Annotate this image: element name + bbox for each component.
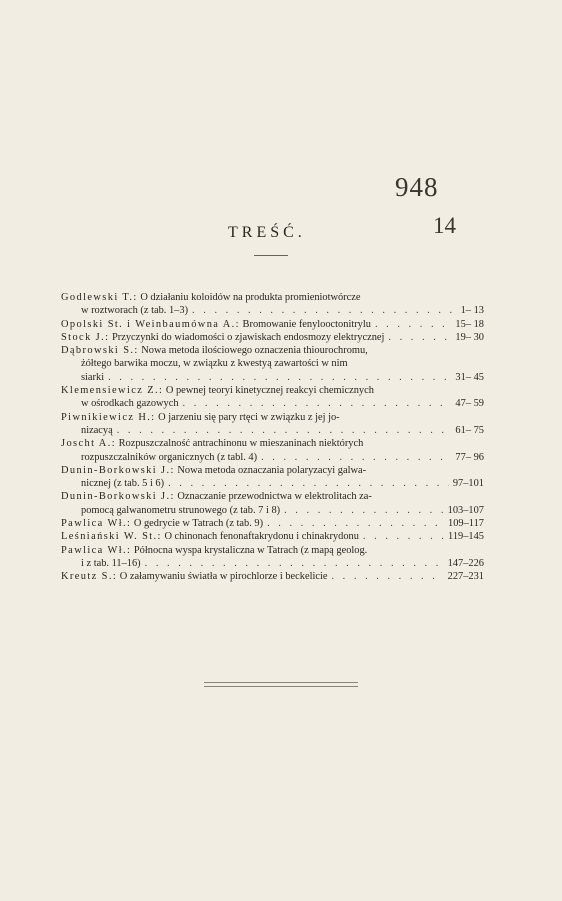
toc-entry <box>61 384 484 411</box>
toc-pages: 119–145 <box>448 531 484 543</box>
toc-title-text: Przyczynki do wiadomości o zjawiskach endosmozy elektrycznej <box>112 331 385 343</box>
toc-title-text: nicznej (z tab. 5 i 6) <box>81 478 165 490</box>
toc-entry <box>61 530 484 543</box>
leader-dots <box>192 304 457 317</box>
toc-pages: 19– 30 <box>455 331 484 343</box>
leader-dots <box>388 331 451 344</box>
toc-entry <box>61 411 484 438</box>
table-of-contents <box>61 291 484 584</box>
leader-dots <box>145 557 444 570</box>
toc-author: Pawlica Wł.: <box>61 518 132 530</box>
toc-entry <box>61 437 484 464</box>
toc-title-text: Oznaczanie przewodnictwa w elektrolitach za- <box>177 491 372 503</box>
toc-author: Dunin-Borkowski J.: <box>61 491 175 503</box>
leader-dots <box>331 570 443 583</box>
toc-entry <box>61 490 484 517</box>
toc-title-text: i z tab. 11–16) <box>81 557 141 569</box>
toc-entry <box>61 344 484 384</box>
toc-title-text: pomocą galwanometru strunowego (z tab. 7 i 8) <box>81 504 281 516</box>
leader-dots <box>108 371 451 384</box>
toc-author: Opolski St. i Weinbaumówna A.: <box>61 318 240 330</box>
toc-author: Godlewski T.: <box>61 292 138 303</box>
toc-title-text: O chinonach fenonaftakrydonu i chinakrydonu <box>164 531 359 543</box>
toc-author: Klemensiewicz Z.: <box>61 385 164 397</box>
toc-title-text: Rozpuszczalność antrachinonu w mieszaninach niektórych <box>118 438 364 450</box>
toc-title-text: rozpuszczalników organicznych (z tabl. 4) <box>81 451 258 463</box>
toc-title-text: żółtego barwika moczu, w związku z kwestyą zawartości w nim <box>81 358 348 370</box>
toc-title-text: Północna wyspa krystaliczna w Tatrach (z mapą geolog. <box>133 544 368 556</box>
toc-title-text: O załamywaniu światła w pirochlorze i beckelicie <box>119 571 328 583</box>
toc-author: Stock J.: <box>61 331 110 343</box>
footer-rule <box>204 682 358 687</box>
toc-title-text: Nowa metoda oznaczania polaryzacyi galwa- <box>177 464 367 476</box>
handwritten-mark: 14 <box>433 213 456 238</box>
toc-entry <box>61 517 484 530</box>
toc-title-text: O jarzeniu się pary rtęci w związku z jej jo- <box>158 411 340 423</box>
toc-pages: 103–107 <box>447 504 484 516</box>
toc-author: Piwnikiewicz H.: <box>61 411 156 423</box>
toc-title-text: siarki <box>81 371 105 383</box>
leader-dots <box>363 530 444 543</box>
toc-entry <box>61 318 484 331</box>
toc-pages: 61– 75 <box>455 424 484 436</box>
title-rule <box>254 255 288 256</box>
toc-pages: 147–226 <box>447 557 484 569</box>
toc-pages: 109–117 <box>448 518 484 530</box>
toc-title-text: Bromowanie fenylooctonitrylu <box>242 318 371 330</box>
toc-pages: 227–231 <box>447 571 484 583</box>
toc-title-text: nizacyą <box>81 424 113 436</box>
leader-dots <box>375 318 451 331</box>
toc-title-text: O pewnej teoryi kinetycznej reakcyi chemicznych <box>165 385 374 397</box>
toc-entry <box>61 291 484 318</box>
toc-pages: 1– 13 <box>460 305 484 317</box>
toc-entry <box>61 331 484 344</box>
toc-author: Pawlica Wł.: <box>61 544 132 556</box>
toc-pages: 15– 18 <box>455 318 484 330</box>
leader-dots <box>168 477 449 490</box>
toc-author: Kreutz S.: <box>61 571 118 583</box>
toc-title-text: w roztworach (z tab. 1–3) <box>81 305 189 317</box>
toc-entry <box>61 464 484 491</box>
toc-entry <box>61 570 484 583</box>
toc-title-text: O działaniu koloidów na produkta promieniotwórcze <box>140 292 361 303</box>
leader-dots <box>284 504 444 517</box>
toc-author: Dąbrowski S.: <box>61 345 139 357</box>
toc-author: Dunin-Borkowski J.: <box>61 464 175 476</box>
toc-title-text: Nowa metoda ilościowego oznaczenia thiourochromu, <box>141 345 368 357</box>
toc-pages: 97–101 <box>452 478 484 490</box>
page-number: 948 <box>395 172 439 202</box>
toc-author: Leśniański W. St.: <box>61 531 162 543</box>
toc-title-text: w ośrodkach gazowych <box>81 398 179 410</box>
leader-dots <box>117 424 452 437</box>
toc-pages: 47– 59 <box>455 398 484 410</box>
toc-title-text: O gedrycie w Tatrach (z tab. 9) <box>133 518 264 530</box>
toc-pages: 77– 96 <box>455 451 484 463</box>
leader-dots <box>183 397 452 410</box>
toc-pages: 31– 45 <box>455 371 484 383</box>
leader-dots <box>267 517 444 530</box>
leader-dots <box>261 451 451 464</box>
toc-entry <box>61 544 484 571</box>
page-title: TREŚĆ. <box>228 224 306 241</box>
toc-author: Joscht A.: <box>61 438 116 450</box>
